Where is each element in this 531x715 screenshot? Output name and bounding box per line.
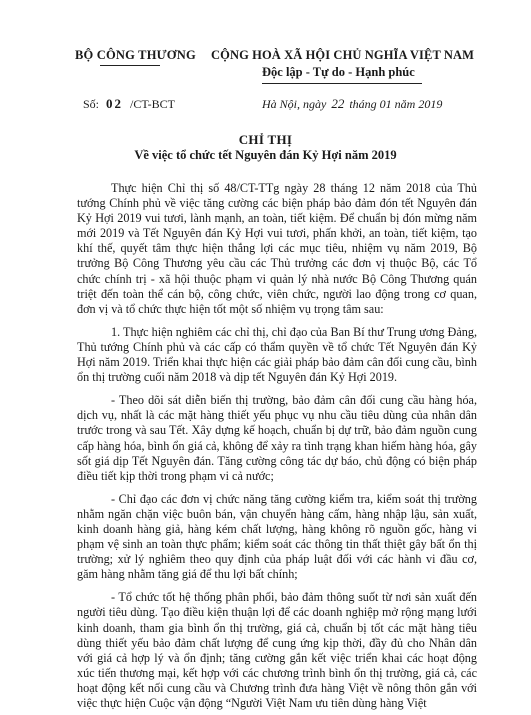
body-paragraph: 1. Thực hiện nghiêm các chỉ thị, chỉ đạo của Ban Bí thư Trung ương Đảng, Thủ tướng Chính phủ và các cấp có thẩm quyền về tổ chức Tết Nguyên đán Kỷ Hợi năm 2019. Triển khai thực hiện các giải pháp bảo đảm cân đối cung cầu, bình ổn thị trường cuối năm 2018 và dịp tết Nguyên đán Kỷ Hợi 2019. — [77, 324, 477, 385]
ref-suffix: /CT-BCT — [130, 97, 175, 111]
ref-number: 02 — [106, 96, 124, 111]
motto-underline — [262, 83, 422, 84]
national-title: CỘNG HOÀ XÃ HỘI CHỦ NGHĨA VIỆT NAM — [211, 48, 475, 62]
body-paragraph: Thực hiện Chỉ thị số 48/CT-TTg ngày 28 tháng 12 năm 2018 của Thủ tướng Chính phủ về việc tăng cường các biện pháp bảo đảm đón tết Nguyên đán Kỷ Hợi 2019 vui tươi, lành mạnh, an toàn, tiết kiệm. Để chuẩn bị đón mừng năm mới 2019 và Tết Nguyên đán Kỷ Hợi vui tươi, phấn khởi, an toàn, tiết kiệm, tạo khí thế, quyết tâm thực hiện thắng lợi các mục tiêu, nhiệm vụ năm 2019, Bộ trưởng Bộ Công Thương yêu cầu các Thủ trưởng các đơn vị thuộc Bộ, các Tổ chức chính trị - xã hội thuộc phạm vi quản lý nhà nước Bộ Công Thương quán triệt đến toàn thể cán bộ, công chức, viên chức, người lao động trong cơ quan, đơn vị và tổ chức thực hiện tốt một số nhiệm vụ trọng tâm sau: — [77, 181, 477, 316]
date-day: 22 — [331, 96, 345, 111]
document-reference — [83, 96, 175, 112]
agency-underline — [100, 65, 160, 66]
body-paragraph: - Chỉ đạo các đơn vị chức năng tăng cường kiểm tra, kiểm soát thị trường nhằm ngăn chặn việc buôn bán, vận chuyển hàng cấm, hàng nhập lậu, sản xuất, kinh doanh hàng giả, hàng kém chất lượng, hàng không rõ nguồn gốc, hàng vi phạm vệ sinh an toàn thực phẩm; kiểm soát các thông tin thất thiệt gây bất ổn thị trường; xử lý nghiêm theo quy định của pháp luật đối với các hành vi đầu cơ, găm hàng nhằm tăng giá để thu lợi bất chính; — [77, 491, 477, 582]
national-motto: Độc lập - Tự do - Hạnh phúc — [262, 65, 415, 79]
place-and-date — [262, 96, 442, 112]
document-header — [0, 44, 531, 114]
document-subtitle: Về việc tổ chức tết Nguyên đán Kỷ Hợi năm 2019 — [134, 148, 397, 162]
issuing-agency: BỘ CÔNG THƯƠNG — [75, 48, 196, 62]
body-paragraph: - Theo dõi sát diễn biến thị trường, bảo đảm cân đối cung cầu hàng hóa, dịch vụ, nhất là các mặt hàng thiết yếu phục vụ nhu cầu tiêu dùng của nhân dân trước trong và sau Tết. Xây dựng kế hoạch, chuẩn bị dự trữ, bảo đảm nguồn cung cấp hàng hóa, bình ổn giá cả, không để xảy ra tình trạng khan hiếm hàng hóa, gây sốt giá dịp Tết Nguyên đán. Tăng cường công tác dự báo, chủ động có biện pháp điều tiết kịp thời trong phạm vi cả nước; — [77, 393, 477, 483]
document-body — [77, 181, 477, 714]
ref-label: Số: — [83, 97, 100, 111]
body-paragraph: - Tổ chức tốt hệ thống phân phối, bảo đảm thông suốt từ nơi sản xuất đến người tiêu dùng. Tạo điều kiện thuận lợi để các doanh nghiệp mở rộng mạng lưới kinh doanh, tham gia bình ổn thị trường, giá cả, chuẩn bị tốt các mặt hàng tiêu dùng thiết yếu bảo đảm chất lượng để cung ứng kịp thời, đầy đủ cho Nhân dân với giá cả hợp lý và ổn định; tăng cường gắn kết việc triển khai các hoạt động xúc tiến thương mại, kết hợp với các chương trình bình ổn thị trường, giá cả, các hoạt động kết nối cung cầu và Chương trình đưa hàng Việt về nông thôn gắn với việc thực hiện Cuộc vận động “Người Việt Nam ưu tiên dùng hàng Việt — [77, 590, 477, 710]
place-suffix: tháng 01 năm 2019 — [349, 97, 443, 111]
place-prefix: Hà Nội, ngày — [262, 97, 327, 111]
document-title: CHỈ THỊ — [238, 132, 293, 147]
